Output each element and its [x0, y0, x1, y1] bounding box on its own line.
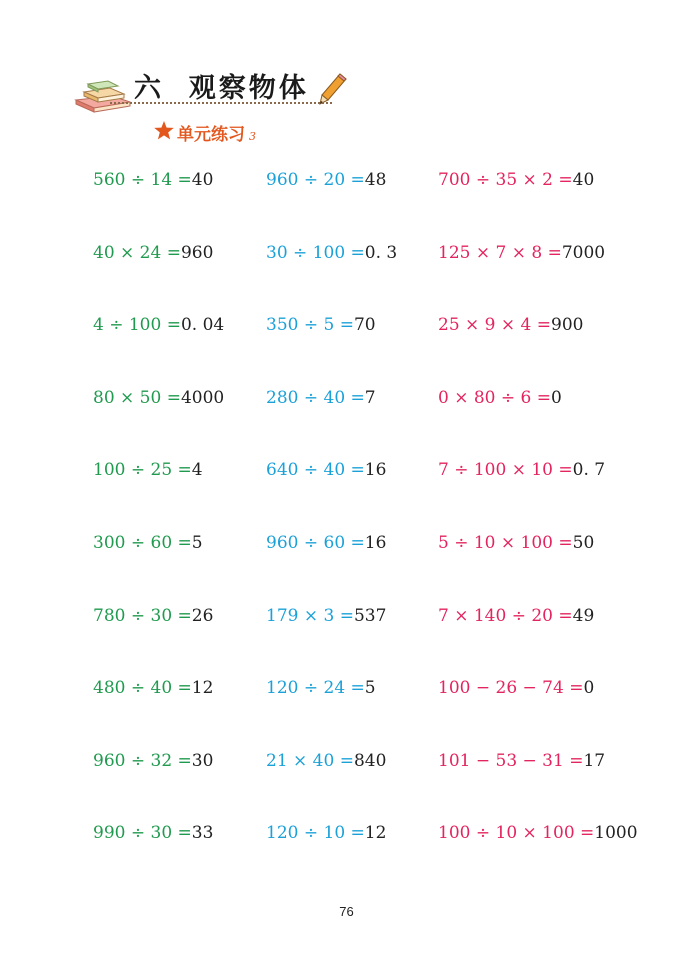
problem-expression: 5 ÷ 10 × 100 =	[438, 533, 573, 553]
page-number: 76	[339, 904, 354, 919]
problem-answer: 4	[191, 460, 203, 480]
problem-item	[266, 460, 386, 480]
problem-expression: 700 ÷ 35 × 2 =	[438, 170, 573, 190]
problem-item	[93, 243, 213, 263]
problem-answer: 16	[364, 533, 387, 553]
problem-item	[266, 243, 397, 263]
problem-item	[266, 533, 386, 553]
problem-answer: 17	[583, 751, 606, 771]
problem-answer: 0. 04	[180, 315, 225, 335]
problem-expression: 7 × 140 ÷ 20 =	[438, 606, 573, 626]
subtitle-number: 3	[249, 130, 256, 143]
problem-expression: 0 × 80 ÷ 6 =	[438, 388, 552, 408]
star-icon	[153, 120, 175, 141]
problem-expression: 4 ÷ 100 =	[93, 315, 181, 335]
problem-answer: 5	[364, 678, 376, 698]
problem-expression: 300 ÷ 60 =	[93, 533, 192, 553]
problem-answer: 840	[353, 751, 387, 771]
books-icon	[72, 78, 134, 114]
problem-answer: 900	[551, 315, 584, 335]
problem-row	[0, 315, 693, 339]
problem-item	[438, 823, 638, 843]
problem-answer: 49	[572, 606, 595, 626]
problem-item	[438, 606, 594, 626]
problem-answer: 537	[353, 606, 387, 626]
problem-expression: 30 ÷ 100 =	[266, 243, 365, 263]
problem-item	[93, 678, 213, 698]
problem-expression: 780 ÷ 30 =	[93, 606, 192, 626]
problem-expression: 120 ÷ 10 =	[266, 823, 365, 843]
pencil-icon	[318, 72, 348, 106]
problem-item	[266, 315, 376, 335]
problem-item	[266, 170, 386, 190]
problem-expression: 100 ÷ 10 × 100 =	[438, 823, 595, 843]
problem-item	[93, 751, 213, 771]
problem-row	[0, 460, 693, 484]
problem-item	[266, 388, 376, 408]
problem-answer: 0. 7	[572, 460, 606, 480]
problem-item	[438, 678, 594, 698]
page-title: 六 观察物体	[134, 73, 309, 104]
problem-answer: 50	[572, 533, 595, 553]
problem-item	[266, 823, 386, 843]
problem-item	[93, 606, 213, 626]
problem-answer: 26	[191, 606, 214, 626]
problem-item	[438, 460, 605, 480]
problem-item	[438, 388, 562, 408]
problem-item	[438, 243, 605, 263]
problem-row	[0, 823, 693, 847]
problem-answer: 0	[551, 388, 562, 408]
problem-expression: 100 ÷ 25 =	[93, 460, 192, 480]
problem-expression: 7 ÷ 100 × 10 =	[438, 460, 573, 480]
problem-item	[93, 315, 224, 335]
problem-item	[93, 388, 224, 408]
problem-row	[0, 243, 693, 267]
problem-answer: 70	[353, 315, 376, 335]
problem-expression: 80 × 50 =	[93, 388, 181, 408]
title-underline	[110, 102, 332, 104]
problem-answer: 30	[191, 751, 214, 771]
subtitle-text: 单元练习	[177, 125, 245, 145]
problem-row	[0, 533, 693, 557]
problem-item	[266, 606, 386, 626]
problem-answer: 48	[364, 170, 387, 190]
problem-item	[93, 533, 203, 553]
problem-expression: 960 ÷ 32 =	[93, 751, 192, 771]
problem-answer: 16	[364, 460, 387, 480]
problem-expression: 21 × 40 =	[266, 751, 354, 771]
problem-expression: 990 ÷ 30 =	[93, 823, 192, 843]
problem-item	[438, 170, 594, 190]
section-subtitle	[177, 120, 256, 145]
problem-expression: 25 × 9 × 4 =	[438, 315, 552, 335]
problem-item	[438, 533, 594, 553]
problem-item	[266, 751, 386, 771]
problem-answer: 5	[191, 533, 203, 553]
problem-answer: 1000	[594, 823, 638, 843]
problem-row	[0, 170, 693, 194]
problem-expression: 640 ÷ 40 =	[266, 460, 365, 480]
problem-expression: 125 × 7 × 8 =	[438, 243, 562, 263]
problem-answer: 12	[364, 823, 387, 843]
problem-answer: 0	[583, 678, 595, 698]
problem-item	[438, 751, 605, 771]
problem-row	[0, 678, 693, 702]
problem-answer: 40	[572, 170, 595, 190]
problem-answer: 12	[191, 678, 214, 698]
problem-row	[0, 751, 693, 775]
problem-expression: 480 ÷ 40 =	[93, 678, 192, 698]
problem-expression: 179 × 3 =	[266, 606, 354, 626]
problem-item	[93, 170, 213, 190]
problem-answer: 7	[364, 388, 376, 408]
problem-expression: 40 × 24 =	[93, 243, 181, 263]
problem-answer: 7000	[561, 243, 606, 263]
problem-expression: 101 − 53 − 31 =	[438, 751, 584, 771]
problem-answer: 960	[180, 243, 214, 263]
problem-expression: 120 ÷ 24 =	[266, 678, 365, 698]
problem-answer: 33	[191, 823, 214, 843]
problem-answer: 4000	[180, 388, 225, 408]
problem-row	[0, 606, 693, 630]
problem-expression: 280 ÷ 40 =	[266, 388, 365, 408]
problem-item	[438, 315, 583, 335]
problem-expression: 560 ÷ 14 =	[93, 170, 192, 190]
problem-expression: 960 ÷ 60 =	[266, 533, 365, 553]
problem-answer: 0. 3	[364, 243, 398, 263]
problem-answer: 40	[191, 170, 214, 190]
problem-expression: 350 ÷ 5 =	[266, 315, 354, 335]
problem-item	[93, 460, 203, 480]
problem-item	[266, 678, 376, 698]
problem-row	[0, 388, 693, 412]
problem-expression: 100 − 26 − 74 =	[438, 678, 584, 698]
problem-item	[93, 823, 213, 843]
problem-expression: 960 ÷ 20 =	[266, 170, 365, 190]
